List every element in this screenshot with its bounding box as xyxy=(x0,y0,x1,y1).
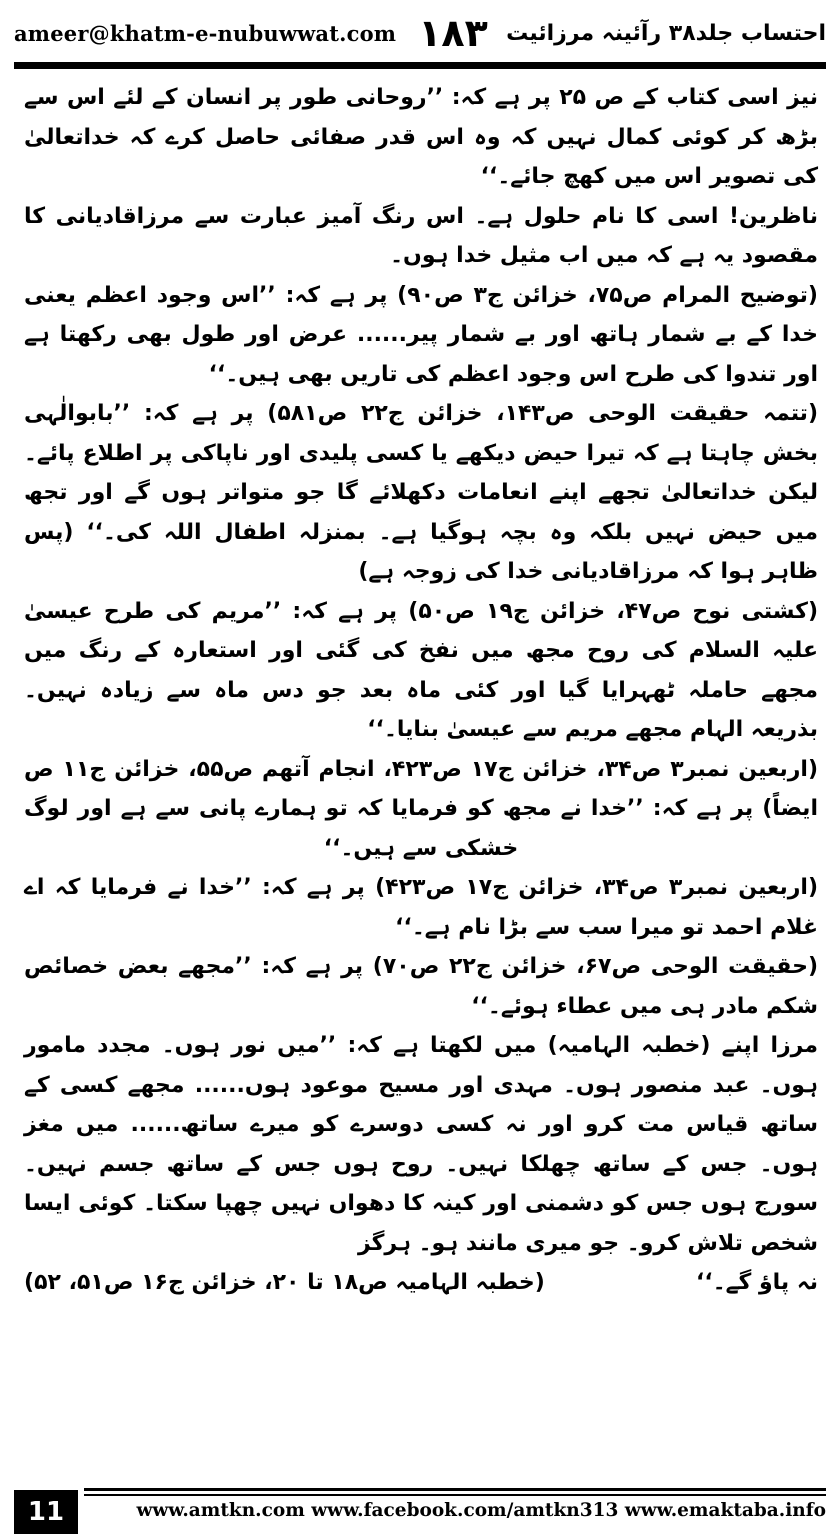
paragraph-1: نیز اسی کتاب کے ص ۲۵ پر ہے کہ: ’’روحانی طور پر انسان کے لئے اس سے بڑھ کر کوئی کمال نہیں کہ وہ اس قدر صفائی حاصل کرے کہ خداتعالیٰ کی تصویر اس میں کھچ جائے۔‘‘ xyxy=(24,85,819,189)
paragraph-9: مرزا اپنے (خطبہ الہامیہ) میں لکھتا ہے کہ: ’’میں نور ہوں۔ مجدد مامور ہوں۔ عبد منصور ہوں۔ مہدی اور مسیح موعود ہوں...... مجھے کسی کے ساتھ قیاس مت کرو اور نہ کسی دوسرے کو میرے ساتھ...... میں مغز ہوں۔ جس کے ساتھ چھلکا نہیں۔ روح ہوں جس کے ساتھ جسم نہیں۔ سورج ہوں جس کو دشمنی اور کینہ کا دھواں نہیں چھپا سکتا۔ کوئی ایسا شخص تلاش کرو۔ جو میری مانند ہو۔ ہرگز xyxy=(24,1033,818,1256)
footer-page-number: 11 xyxy=(14,1490,78,1534)
header-book-title: احتساب جلد۳۸ رآئینہ مرزائیت xyxy=(506,20,826,46)
page-footer xyxy=(14,1488,826,1536)
header-page-number: ۱۸۳ xyxy=(418,11,488,55)
paragraph-2: ناظرین! اسی کا نام حلول ہے۔ اس رنگ آمیز عبارت سے مرزاقادیانی کا مقصود یہ ہے کہ میں اب مثیل خدا ہوں۔ xyxy=(24,203,818,268)
paragraph-4: (تتمہ حقیقت الوحی ص۱۴۳، خزائن ج۲۲ ص۵۸۱) پر ہے کہ: ’’بابوالٰہی بخش چاہتا ہے کہ تیرا حیض دیکھے یا کسی پلیدی اور ناپاکی پر اطلاع پائے۔ لیکن خداتعالیٰ تجھے اپنے انعامات دکھلائے گا جو متواتر ہوں گے اور تجھ میں حیض نہیں بلکہ وہ بچہ ہوگیا ہے۔ بمنزلہ اطفال اللہ کی۔‘‘ (پس ظاہر ہوا کہ مرزاقادیانی خدا کی زوجہ ہے) xyxy=(24,401,818,584)
paragraph-3: (توضیح المرام ص۷۵، خزائن ج۳ ص۹۰) پر ہے کہ: ’’اس وجود اعظم یعنی خدا کے بے شمار ہاتھ اور بے شمار پیر...... عرض اور طول بھی رکھتا ہے اور تندوا کی طرح اس وجود اعظم کی تاریں بھی ہیں۔‘‘ xyxy=(24,282,818,387)
paragraph-7: (اربعین نمبر۳ ص۳۴، خزائن ج۱۷ ص۴۲۳) پر ہے کہ: ’’خدا نے فرمایا کہ اے غلام احمد تو میرا سب سے بڑا نام ہے۔‘‘ xyxy=(24,875,818,940)
body-text xyxy=(24,78,818,1303)
paragraph-8: (حقیقت الوحی ص۶۷، خزائن ج۲۲ ص۷۰) پر ہے کہ: ’’مجھے بعض خصائص شکم مادر ہی میں عطاء ہوئے۔‘‘ xyxy=(24,954,818,1019)
footer-rule-bottom xyxy=(84,1494,826,1496)
paragraph-5: (کشتی نوح ص۴۷، خزائن ج۱۹ ص۵۰) پر ہے کہ: ’’مریم کی طرح عیسیٰ علیہ السلام کی روح مجھ میں نفخ کی گئی اور استعارہ کے رنگ میں مجھے حاملہ ٹھہرایا گیا اور کئی ماہ بعد جو دس ماہ سے زیادہ نہیں۔ بذریعہ الہام مجھے مریم سے عیسیٰ بنایا۔‘‘ xyxy=(24,598,819,742)
header-rule xyxy=(14,62,826,69)
header-left xyxy=(14,11,488,55)
footer-rule-top xyxy=(84,1488,826,1491)
header-email: ameer@khatm-e-nubuwwat.com xyxy=(14,20,397,46)
paragraph-6: (اربعین نمبر۳ ص۳۴، خزائن ج۱۷ ص۴۲۳، انجام آتھم ص۵۵، خزائن ج۱۱ ص ایضاً) پر ہے کہ: ’’خدا نے مجھ کو فرمایا کہ تو ہمارے پانی سے ہے اور لوگ خشکی سے ہیں۔‘‘ xyxy=(24,756,819,861)
closing-line xyxy=(24,1263,818,1303)
page-header xyxy=(14,6,826,60)
closing-text: نہ پاؤ گے۔‘‘ xyxy=(696,1270,818,1295)
closing-citation: (خطبہ الہامیہ ص۱۸ تا ۲۰، خزائن ج۱۶ ص۵۱، ۵۲) xyxy=(24,1270,545,1295)
footer-links: www.amtkn.com www.facebook.com/amtkn313 www.emaktaba.info xyxy=(136,1500,826,1521)
